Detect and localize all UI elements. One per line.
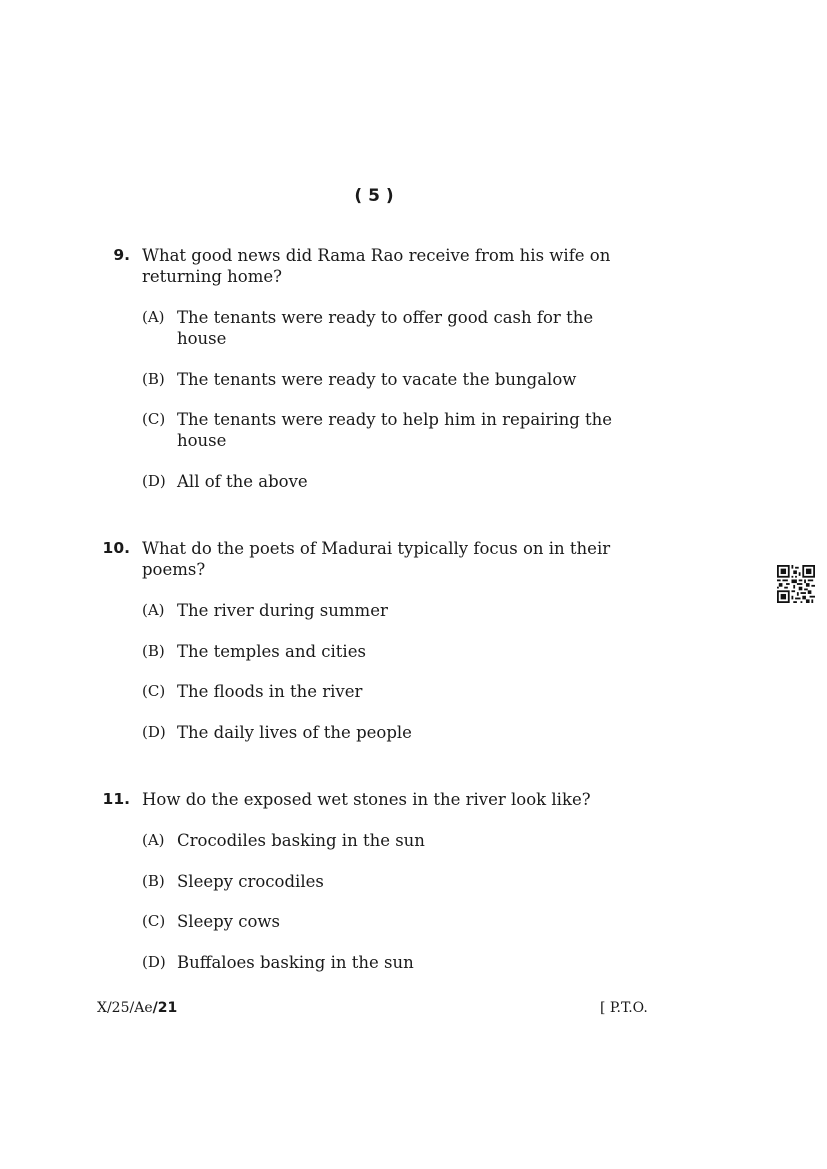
paper-code-prefix: X/25/Ae bbox=[97, 1000, 153, 1016]
option-label: (C) bbox=[142, 912, 166, 930]
option-c bbox=[142, 911, 616, 932]
option-text: Crocodiles basking in the sun bbox=[177, 831, 425, 850]
option-b bbox=[142, 871, 616, 892]
question-number: 10. bbox=[102, 539, 130, 557]
option-label: (B) bbox=[142, 369, 165, 388]
option-label: (C) bbox=[142, 410, 166, 428]
option-label: (A) bbox=[142, 601, 165, 619]
option-a bbox=[142, 600, 616, 621]
option-label: (A) bbox=[142, 831, 165, 849]
question-number: 11. bbox=[102, 790, 130, 808]
paper-code-suffix: /21 bbox=[152, 1000, 178, 1016]
option-c bbox=[142, 409, 616, 451]
option-a bbox=[142, 307, 616, 349]
option-text: The floods in the river bbox=[177, 682, 363, 701]
option-label: (D) bbox=[142, 722, 166, 741]
page-number: ( 5 ) bbox=[354, 186, 394, 206]
option-text: All of the above bbox=[177, 471, 308, 491]
option-d bbox=[142, 952, 616, 973]
option-label: (D) bbox=[142, 952, 166, 971]
qr-code-icon bbox=[777, 565, 815, 603]
option-label: (B) bbox=[142, 871, 165, 890]
option-text: Sleepy cows bbox=[177, 912, 281, 931]
question-number: 9. bbox=[113, 246, 130, 264]
options-list bbox=[96, 830, 616, 973]
option-label: (B) bbox=[142, 641, 165, 660]
question-text: What do the poets of Madurai typically focus on in their poems? bbox=[142, 539, 611, 579]
option-b bbox=[142, 369, 616, 390]
pto-label: [ P.T.O. bbox=[600, 1000, 648, 1016]
option-label: (C) bbox=[142, 682, 166, 700]
question-text: What good news did Rama Rao receive from his wife on returning home? bbox=[142, 246, 611, 286]
option-d bbox=[142, 471, 616, 492]
option-a bbox=[142, 830, 616, 851]
option-text: Sleepy crocodiles bbox=[177, 871, 324, 891]
question-11 bbox=[96, 789, 616, 992]
question-9 bbox=[96, 245, 616, 511]
options-list bbox=[96, 600, 616, 743]
paper-code bbox=[97, 1000, 177, 1016]
option-text: Buffaloes basking in the sun bbox=[177, 952, 414, 972]
option-b bbox=[142, 641, 616, 662]
question-text: How do the exposed wet stones in the river look like? bbox=[142, 790, 591, 809]
option-text: The tenants were ready to offer good cash for the house bbox=[177, 308, 594, 348]
option-label: (A) bbox=[142, 308, 165, 326]
option-text: The tenants were ready to vacate the bungalow bbox=[177, 369, 577, 389]
option-d bbox=[142, 722, 616, 743]
question-10 bbox=[96, 538, 616, 762]
option-c bbox=[142, 681, 616, 702]
option-text: The tenants were ready to help him in repairing the house bbox=[177, 410, 613, 450]
option-text: The daily lives of the people bbox=[177, 722, 412, 742]
option-text: The river during summer bbox=[177, 601, 388, 620]
option-text: The temples and cities bbox=[177, 641, 366, 661]
options-list bbox=[96, 307, 616, 492]
option-label: (D) bbox=[142, 471, 166, 490]
